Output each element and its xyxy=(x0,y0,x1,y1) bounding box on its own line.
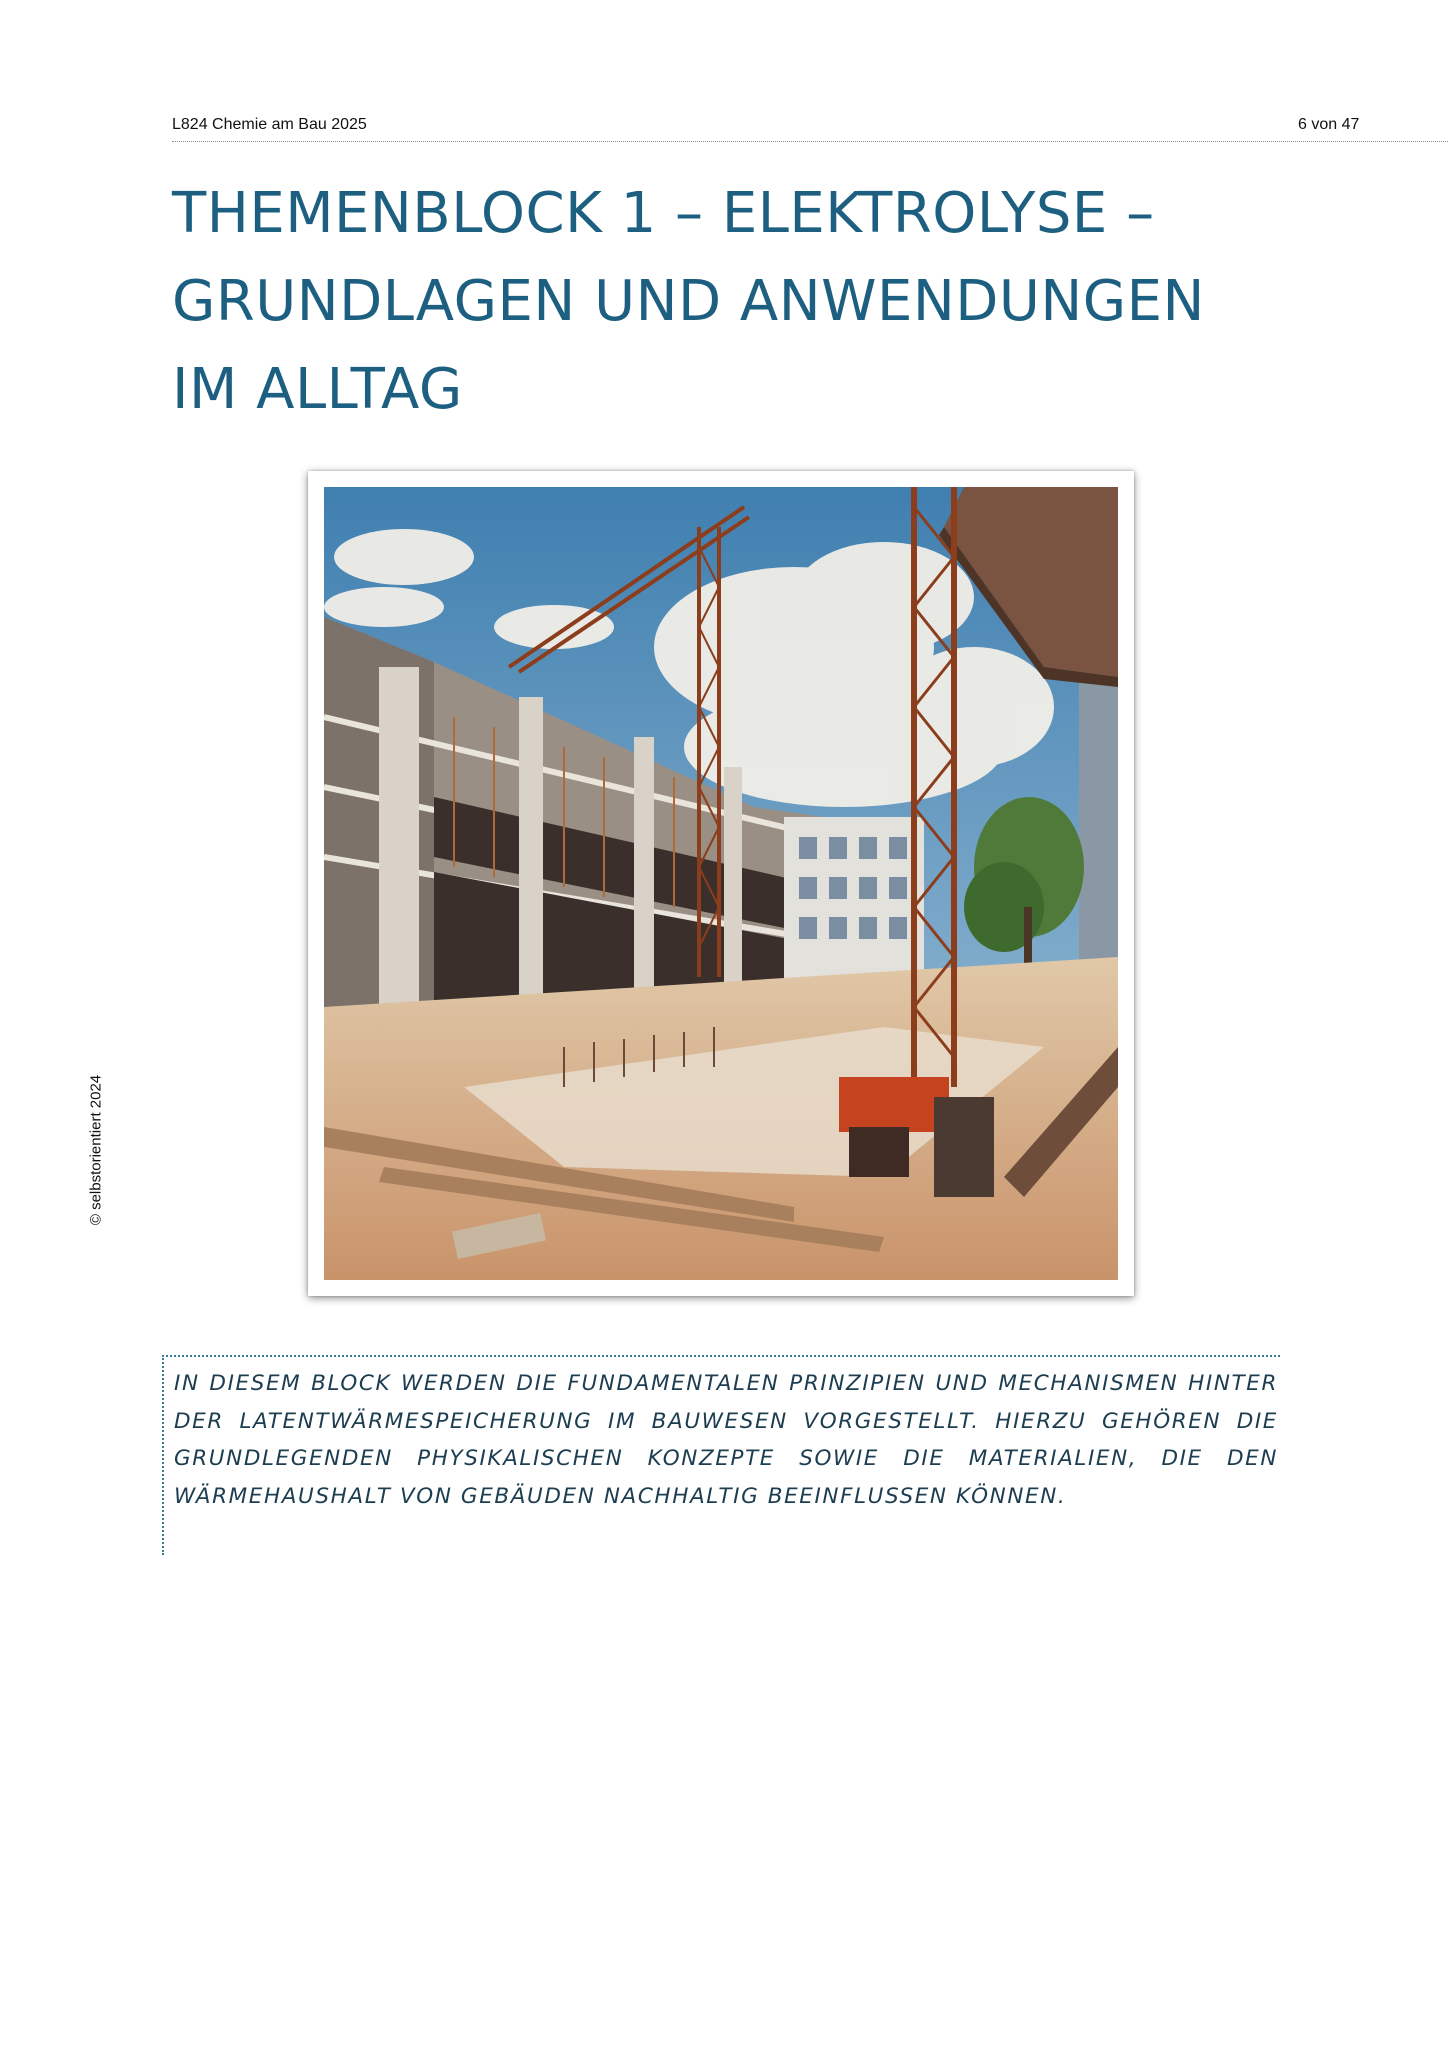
page-title-line: GRUNDLAGEN UND ANWENDUNGEN xyxy=(172,269,1205,334)
construction-site-icon xyxy=(324,487,1118,1280)
intro-text: IN DIESEM BLOCK WERDEN DIE FUNDAMENTALEN PRINZIPIEN UND MECHANISMEN HINTER DER LATENTWÄRMESPEICHERUNG IM BAUWESEN VORGESTELLT. HIERZU GEHÖREN DIE GRUNDLEGENDEN PHYSIKALISCHEN KONZEPTE SOWIE DIE MATERIALIEN, DIE DEN WÄRMEHAUSHALT VON GEBÄUDEN NACHHALTIG BEEINFLUSSEN KÖNNEN. xyxy=(174,1371,1278,1509)
intro-callout xyxy=(162,1355,1280,1555)
page-title-line: THEMENBLOCK 1 – ELEKTROLYSE – xyxy=(172,181,1155,246)
copyright-note: © selbstorientiert 2024 xyxy=(87,1074,105,1226)
page-header xyxy=(172,116,1448,142)
page-title-line: IM ALLTAG xyxy=(172,357,463,422)
document-title: L824 Chemie am Bau 2025 xyxy=(172,116,367,133)
page-title xyxy=(172,170,1302,434)
construction-illustration xyxy=(308,471,1134,1296)
page-number: 6 von 47 xyxy=(1298,116,1360,133)
